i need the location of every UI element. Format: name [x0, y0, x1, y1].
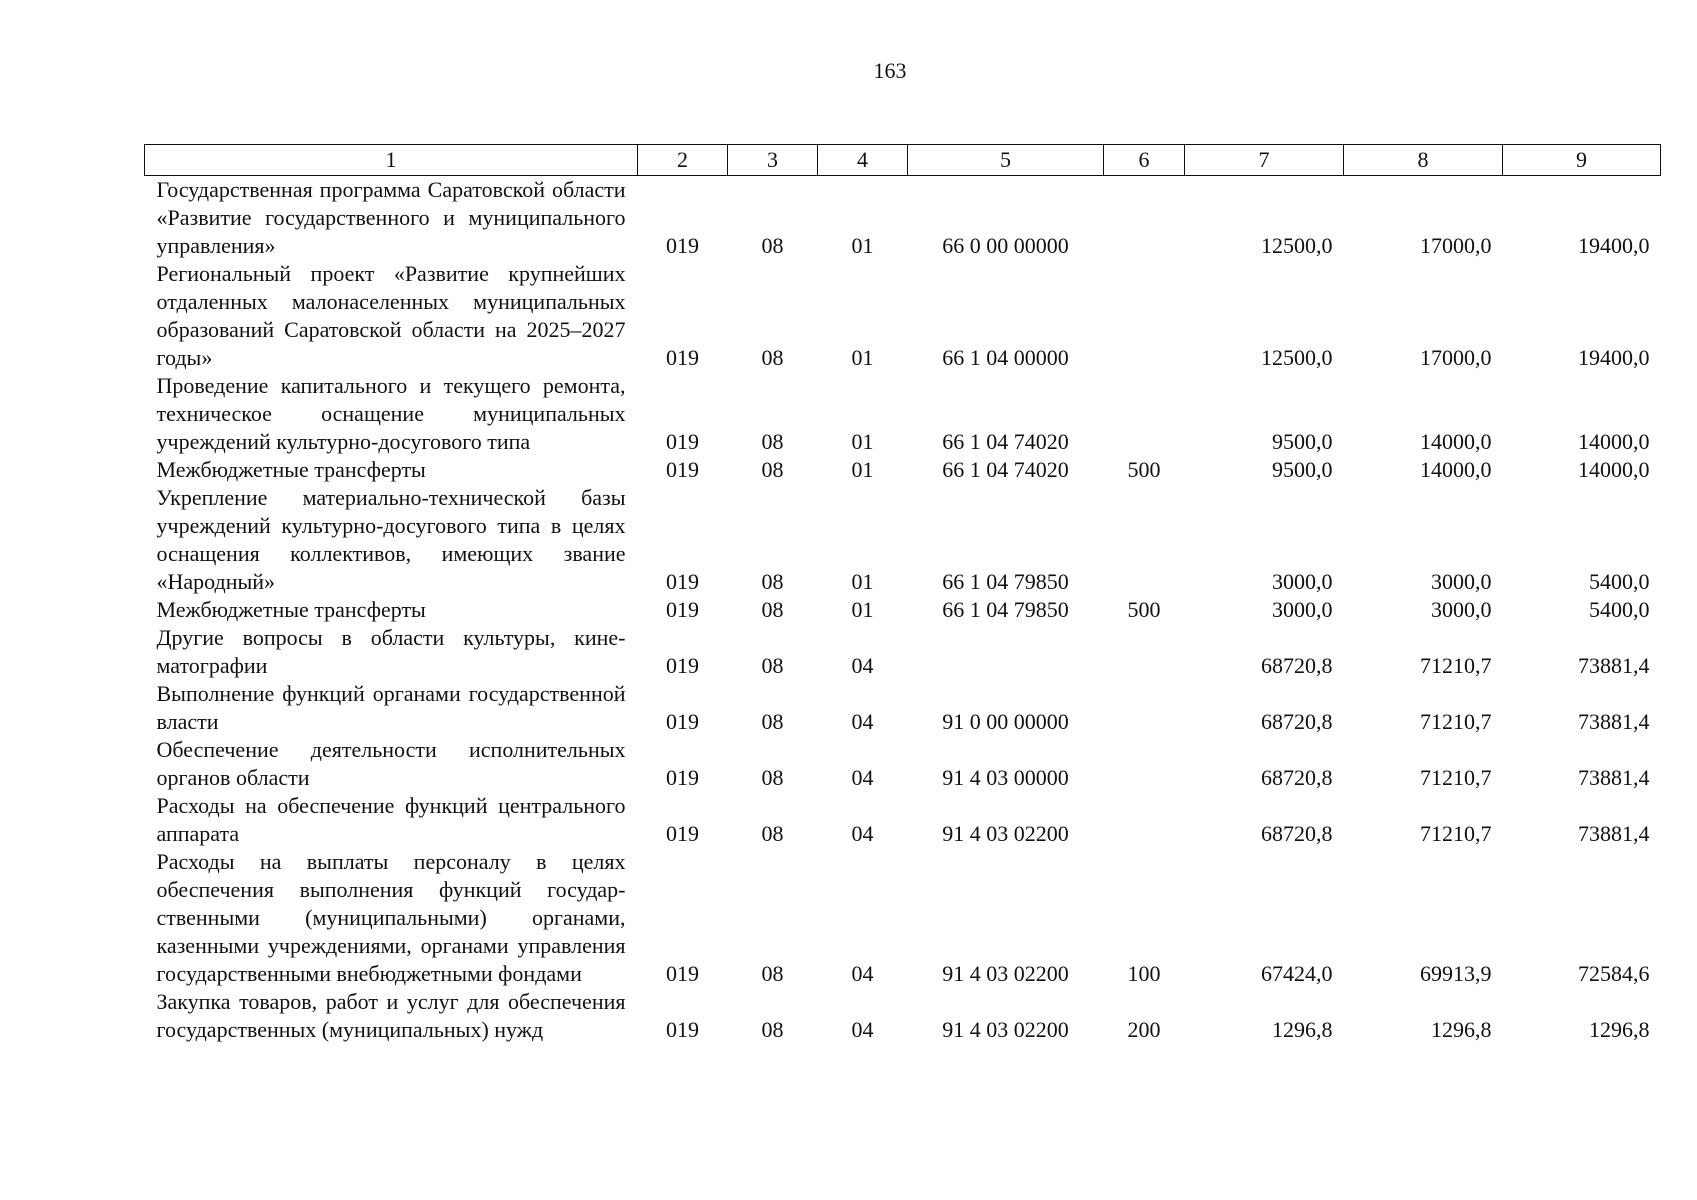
cell-amount-col9: 73881,4 — [1578, 653, 1650, 678]
cell-target-article: 91 4 03 02200 — [942, 961, 1069, 986]
cell-section-code: 08 — [761, 653, 784, 678]
cell-target-article: 91 4 03 00000 — [942, 765, 1069, 790]
cell-amount-col9: 14000,0 — [1578, 429, 1650, 454]
cell-section-code: 08 — [761, 821, 784, 846]
cell-expense-type — [1104, 792, 1185, 848]
cell-expense-type: 200 — [1127, 1017, 1161, 1042]
cell-target-article: 66 1 04 79850 — [942, 569, 1069, 594]
cell-amount-col8: 71210,7 — [1420, 709, 1492, 734]
cell-target-article: 66 0 00 00000 — [942, 233, 1069, 258]
column-header-6: 6 — [1104, 145, 1185, 176]
cell-target-article: 66 1 04 74020 — [942, 429, 1069, 454]
cell-ministry-code: 019 — [666, 457, 699, 482]
row-name: Другие вопросы в области культуры, кинематографии — [156, 625, 626, 678]
cell-subsection-code: 04 — [851, 709, 874, 734]
cell-subsection-code: 04 — [851, 821, 874, 846]
cell-section-code: 08 — [761, 597, 784, 622]
row-name: Выполнение функций органами государственной власти — [156, 681, 626, 734]
table-row — [145, 848, 1661, 988]
cell-amount-col8: 71210,7 — [1420, 821, 1492, 846]
page-number: 163 — [873, 58, 907, 83]
cell-amount-col7: 68720,8 — [1261, 709, 1333, 734]
table-row — [145, 736, 1661, 792]
table-row — [145, 176, 1661, 261]
cell-amount-col7: 68720,8 — [1261, 765, 1333, 790]
cell-expense-type: 100 — [1127, 961, 1161, 986]
cell-target-article — [908, 624, 1104, 680]
cell-subsection-code: 04 — [851, 653, 874, 678]
column-header-2: 2 — [638, 145, 728, 176]
cell-amount-col7: 68720,8 — [1261, 821, 1333, 846]
cell-section-code: 08 — [761, 569, 784, 594]
row-name: Укрепление материально-технической базы учреждений культурно-досугового типа в целях оснащения коллективов, имеющих звание «Народный» — [156, 485, 626, 594]
column-header-1: 1 — [145, 145, 638, 176]
cell-section-code: 08 — [761, 233, 784, 258]
cell-subsection-code: 01 — [851, 457, 874, 482]
cell-section-code: 08 — [761, 1017, 784, 1042]
cell-expense-type — [1104, 260, 1185, 372]
cell-amount-col7: 12500,0 — [1261, 233, 1333, 258]
cell-expense-type — [1104, 624, 1185, 680]
column-header-8: 8 — [1344, 145, 1503, 176]
cell-amount-col9: 1296,8 — [1589, 1017, 1650, 1042]
table-row — [145, 624, 1661, 680]
column-header-3: 3 — [728, 145, 818, 176]
cell-section-code: 08 — [761, 709, 784, 734]
cell-expense-type: 500 — [1127, 457, 1161, 482]
cell-section-code: 08 — [761, 457, 784, 482]
row-name: Расходы на обеспечение функций центрального аппарата — [156, 793, 626, 846]
cell-amount-col7: 12500,0 — [1261, 345, 1333, 370]
cell-amount-col8: 1296,8 — [1431, 1017, 1492, 1042]
table-row — [145, 680, 1661, 736]
cell-target-article: 91 4 03 02200 — [942, 821, 1069, 846]
cell-subsection-code: 01 — [851, 233, 874, 258]
cell-amount-col8: 69913,9 — [1420, 961, 1492, 986]
cell-ministry-code: 019 — [666, 233, 699, 258]
row-name: Межбюджетные трансферты — [156, 597, 426, 622]
table-row — [145, 792, 1661, 848]
cell-subsection-code: 01 — [851, 429, 874, 454]
cell-target-article: 91 0 00 00000 — [942, 709, 1069, 734]
row-name: Проведение капитального и текущего ремонта, техническое оснащение муниципальных учреждений культурно-досугового типа — [156, 373, 626, 454]
row-name: Обеспечение деятельности исполнительных органов области — [156, 737, 626, 790]
cell-ministry-code: 019 — [666, 653, 699, 678]
table-body — [145, 176, 1661, 1045]
budget-table — [144, 144, 1661, 1044]
row-name: Межбюджетные трансферты — [156, 457, 426, 482]
cell-amount-col9: 73881,4 — [1578, 765, 1650, 790]
cell-ministry-code: 019 — [666, 709, 699, 734]
cell-section-code: 08 — [761, 429, 784, 454]
cell-expense-type — [1104, 372, 1185, 456]
cell-amount-col8: 3000,0 — [1431, 569, 1492, 594]
cell-expense-type — [1104, 736, 1185, 792]
table-row — [145, 484, 1661, 596]
cell-subsection-code: 04 — [851, 961, 874, 986]
cell-ministry-code: 019 — [666, 821, 699, 846]
row-name: Расходы на выплаты персоналу в целях обеспечения выполнения функций государственными (муниципальными) органами, казенными учреждениями, органами управления государственными внебюджетными фондами — [156, 849, 626, 986]
cell-subsection-code: 01 — [851, 569, 874, 594]
cell-section-code: 08 — [761, 961, 784, 986]
cell-subsection-code: 01 — [851, 597, 874, 622]
cell-amount-col7: 9500,0 — [1272, 429, 1333, 454]
cell-amount-col8: 17000,0 — [1420, 345, 1492, 370]
row-name: Государственная программа Саратовской области «Развитие государственного и муниципального управления» — [156, 177, 626, 258]
cell-amount-col7: 3000,0 — [1272, 597, 1333, 622]
cell-ministry-code: 019 — [666, 1017, 699, 1042]
cell-amount-col9: 73881,4 — [1578, 821, 1650, 846]
cell-subsection-code: 04 — [851, 765, 874, 790]
cell-ministry-code: 019 — [666, 569, 699, 594]
column-header-7: 7 — [1185, 145, 1344, 176]
cell-subsection-code: 04 — [851, 1017, 874, 1042]
cell-amount-col7: 68720,8 — [1261, 653, 1333, 678]
column-header-4: 4 — [818, 145, 908, 176]
cell-ministry-code: 019 — [666, 765, 699, 790]
cell-amount-col8: 14000,0 — [1420, 429, 1492, 454]
table-header — [145, 145, 1661, 176]
cell-ministry-code: 019 — [666, 345, 699, 370]
cell-amount-col7: 67424,0 — [1261, 961, 1333, 986]
table-row — [145, 596, 1661, 624]
cell-amount-col7: 3000,0 — [1272, 569, 1333, 594]
cell-amount-col9: 73881,4 — [1578, 709, 1650, 734]
row-name: Региональный проект «Развитие крупнейших отдаленных малонаселенных муниципальных образований Саратовской области на 2025–2027 годы» — [156, 261, 626, 370]
cell-expense-type: 500 — [1127, 597, 1161, 622]
cell-amount-col9: 5400,0 — [1589, 597, 1650, 622]
table-row — [145, 372, 1661, 456]
cell-amount-col9: 19400,0 — [1578, 345, 1650, 370]
table-row — [145, 456, 1661, 484]
cell-ministry-code: 019 — [666, 961, 699, 986]
row-name: Закупка товаров, работ и услуг для обеспечения государственных (муниципальных) нужд — [156, 989, 626, 1042]
cell-amount-col8: 17000,0 — [1420, 233, 1492, 258]
cell-expense-type — [1104, 176, 1185, 261]
cell-ministry-code: 019 — [666, 429, 699, 454]
cell-amount-col8: 3000,0 — [1431, 597, 1492, 622]
header-row — [145, 145, 1661, 176]
cell-target-article: 66 1 04 00000 — [942, 345, 1069, 370]
cell-expense-type — [1104, 680, 1185, 736]
cell-amount-col7: 9500,0 — [1272, 457, 1333, 482]
cell-amount-col9: 72584,6 — [1578, 961, 1650, 986]
cell-amount-col8: 71210,7 — [1420, 653, 1492, 678]
cell-ministry-code: 019 — [666, 597, 699, 622]
cell-target-article: 66 1 04 74020 — [942, 457, 1069, 482]
cell-amount-col9: 19400,0 — [1578, 233, 1650, 258]
table-row — [145, 260, 1661, 372]
cell-amount-col7: 1296,8 — [1272, 1017, 1333, 1042]
cell-amount-col8: 71210,7 — [1420, 765, 1492, 790]
cell-target-article: 91 4 03 02200 — [942, 1017, 1069, 1042]
column-header-9: 9 — [1503, 145, 1661, 176]
cell-amount-col9: 14000,0 — [1578, 457, 1650, 482]
cell-subsection-code: 01 — [851, 345, 874, 370]
cell-amount-col8: 14000,0 — [1420, 457, 1492, 482]
table-row — [145, 988, 1661, 1044]
cell-expense-type — [1104, 484, 1185, 596]
column-header-5: 5 — [908, 145, 1104, 176]
cell-amount-col9: 5400,0 — [1589, 569, 1650, 594]
cell-section-code: 08 — [761, 345, 784, 370]
cell-target-article: 66 1 04 79850 — [942, 597, 1069, 622]
cell-section-code: 08 — [761, 765, 784, 790]
